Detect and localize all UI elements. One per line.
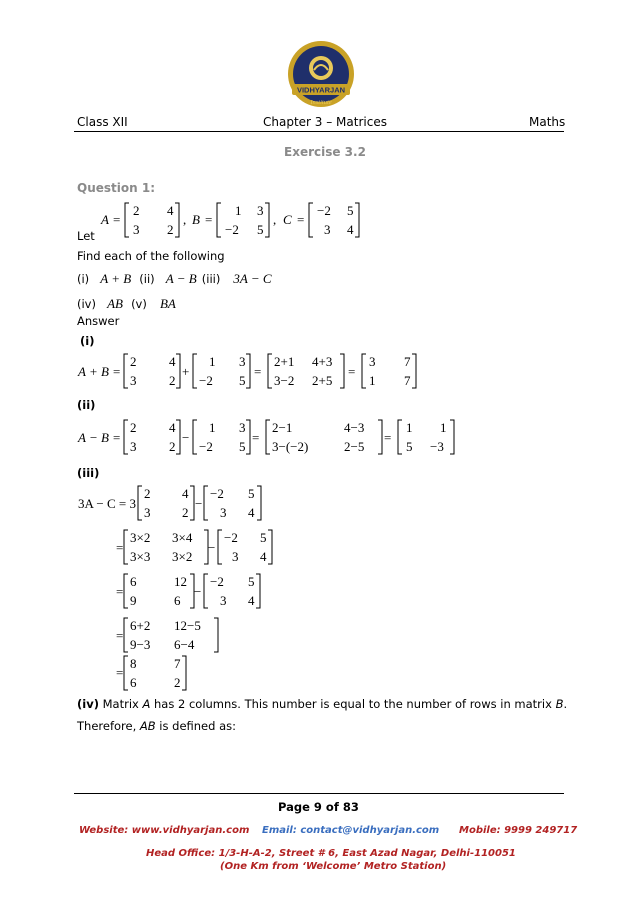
footer-email[interactable]: Email: contact@vidhyarjan.com [262, 825, 440, 836]
svg-text:=: = [254, 364, 262, 379]
svg-text:2: 2 [167, 222, 174, 237]
svg-text:=: = [297, 212, 305, 227]
svg-text:3×2: 3×2 [172, 549, 193, 564]
exercise-title: Exercise 3.2 [284, 145, 366, 159]
svg-text:12: 12 [174, 574, 187, 589]
svg-text:3×3: 3×3 [130, 549, 151, 564]
part-iii-label: (iii) [77, 466, 100, 480]
part-iv-line-1: (iv) Matrix A has 2 columns. This number is equal to the number of rows in matrix B. [77, 697, 568, 711]
svg-text:4: 4 [248, 505, 255, 520]
svg-text:5: 5 [239, 373, 246, 388]
svg-text:6: 6 [130, 574, 137, 589]
part-i-label: (i) [80, 334, 95, 348]
svg-text:6: 6 [130, 675, 137, 690]
svg-text:1: 1 [440, 420, 447, 435]
svg-text:−2: −2 [317, 203, 331, 218]
svg-text:12−5: 12−5 [174, 618, 201, 633]
svg-text:3: 3 [324, 222, 331, 237]
footer-office: Head Office: 1/3-H-A-2, Street # 6, East Azad Nagar, Delhi-110051 [146, 848, 516, 859]
svg-text:=: = [116, 665, 124, 680]
item-row-1: (i) A + B (ii) A − B (iii) 3A − C [77, 271, 272, 286]
svg-text:2: 2 [169, 439, 176, 454]
svg-text:4: 4 [167, 203, 174, 218]
svg-text:5: 5 [239, 439, 246, 454]
part-iv-line-2: Therefore, AB is defined as: [77, 719, 237, 733]
svg-text:B: B [192, 212, 200, 227]
header-chapter: Chapter 3 – Matrices [263, 115, 387, 129]
svg-text:=: = [113, 212, 121, 227]
svg-text:2+5: 2+5 [312, 373, 333, 388]
svg-text:−: − [195, 496, 203, 511]
svg-text:3: 3 [232, 549, 239, 564]
header-subject: Maths [529, 115, 566, 129]
page-number: Page 9 of 83 [278, 800, 359, 814]
svg-text:2+1: 2+1 [274, 354, 295, 369]
svg-text:1: 1 [369, 373, 376, 388]
svg-text:2: 2 [182, 505, 189, 520]
svg-text:=: = [116, 584, 124, 599]
svg-text:5: 5 [257, 222, 264, 237]
part-ii-label: (ii) [77, 398, 96, 412]
svg-text:6+2: 6+2 [130, 618, 151, 633]
svg-text:2−5: 2−5 [344, 439, 365, 454]
svg-text:3: 3 [239, 354, 246, 369]
svg-text:=: = [205, 212, 213, 227]
svg-text:=: = [348, 364, 356, 379]
svg-text:C: C [283, 212, 292, 227]
svg-text:−2: −2 [210, 574, 224, 589]
svg-text:7: 7 [174, 656, 181, 671]
svg-text:2−1: 2−1 [272, 420, 293, 435]
svg-text:9−3: 9−3 [130, 637, 151, 652]
part-i-equation [74, 350, 424, 394]
svg-text:3: 3 [130, 373, 137, 388]
svg-text:4+3: 4+3 [312, 354, 333, 369]
svg-text:3×4: 3×4 [172, 530, 193, 545]
svg-text:5: 5 [248, 574, 255, 589]
svg-text:3−(−2): 3−(−2) [272, 439, 309, 454]
question-matrices [95, 198, 370, 243]
svg-text:,: , [183, 212, 187, 227]
svg-text:4: 4 [248, 593, 255, 608]
svg-text:3: 3 [220, 593, 227, 608]
svg-text:3: 3 [130, 439, 137, 454]
svg-text:2: 2 [133, 203, 140, 218]
instruction-text: Find each of the following [77, 249, 225, 263]
svg-text:6−4: 6−4 [174, 637, 195, 652]
svg-text:A + B =: A + B = [78, 364, 121, 379]
item-row-2: (iv) AB (v) BA [77, 296, 176, 311]
institute-logo [284, 40, 358, 114]
svg-text:2: 2 [130, 354, 137, 369]
svg-text:3A − C = 3: 3A − C = 3 [78, 496, 137, 511]
svg-text:9: 9 [130, 593, 137, 608]
svg-text:4: 4 [169, 420, 176, 435]
svg-text:4: 4 [182, 486, 189, 501]
footer-website[interactable]: Website: www.vidhyarjan.com [79, 825, 250, 836]
svg-text:=: = [116, 540, 124, 555]
svg-text:2: 2 [174, 675, 181, 690]
svg-text:3: 3 [133, 222, 140, 237]
svg-text:1: 1 [235, 203, 242, 218]
svg-text:2: 2 [144, 486, 151, 501]
svg-text:5: 5 [260, 530, 267, 545]
svg-text:=: = [384, 430, 392, 445]
svg-text:A − B =: A − B = [78, 430, 121, 445]
svg-text:−2: −2 [210, 486, 224, 501]
svg-text:8: 8 [130, 656, 137, 671]
svg-text:=: = [116, 628, 124, 643]
svg-text:4: 4 [169, 354, 176, 369]
part-ii-equation [74, 416, 464, 460]
svg-text:,: , [273, 212, 277, 227]
svg-text:3: 3 [144, 505, 151, 520]
svg-text:7: 7 [404, 373, 411, 388]
footer-rule [74, 793, 564, 794]
header-rule [74, 131, 564, 132]
svg-text:4: 4 [260, 549, 267, 564]
svg-text:3−2: 3−2 [274, 373, 295, 388]
svg-text:3: 3 [239, 420, 246, 435]
svg-text:−: − [194, 584, 202, 599]
svg-text:−2: −2 [199, 439, 213, 454]
svg-text:1: 1 [209, 420, 216, 435]
svg-text:−3: −3 [430, 439, 444, 454]
svg-text:Institute: Institute [310, 99, 332, 106]
svg-text:−2: −2 [224, 530, 238, 545]
question-label: Question 1: [77, 181, 155, 195]
footer-mobile: Mobile: 9999 249717 [459, 825, 578, 836]
svg-text:VIDHYARJAN: VIDHYARJAN [296, 85, 346, 95]
footer-office-note: (One Km from ‘Welcome’ Metro Station) [220, 861, 447, 872]
svg-text:−2: −2 [199, 373, 213, 388]
svg-text:3×2: 3×2 [130, 530, 151, 545]
svg-text:3: 3 [257, 203, 264, 218]
svg-text:−: − [208, 540, 216, 555]
let-text: Let [77, 229, 95, 243]
svg-text:−: − [182, 430, 190, 445]
svg-text:2: 2 [169, 373, 176, 388]
svg-text:A: A [101, 212, 109, 227]
svg-text:3: 3 [369, 354, 376, 369]
svg-text:4: 4 [347, 222, 354, 237]
answer-label: Answer [77, 314, 120, 328]
header-class: Class XII [77, 115, 128, 129]
svg-text:2: 2 [130, 420, 137, 435]
svg-text:3: 3 [220, 505, 227, 520]
svg-text:5: 5 [347, 203, 354, 218]
svg-text:7: 7 [404, 354, 411, 369]
svg-text:1: 1 [406, 420, 413, 435]
svg-text:5: 5 [248, 486, 255, 501]
svg-text:4−3: 4−3 [344, 420, 365, 435]
part-iii-equation [74, 482, 304, 694]
svg-text:5: 5 [406, 439, 413, 454]
svg-text:+: + [182, 364, 190, 379]
svg-text:6: 6 [174, 593, 181, 608]
svg-text:1: 1 [209, 354, 216, 369]
svg-text:=: = [252, 430, 260, 445]
svg-text:−2: −2 [225, 222, 239, 237]
